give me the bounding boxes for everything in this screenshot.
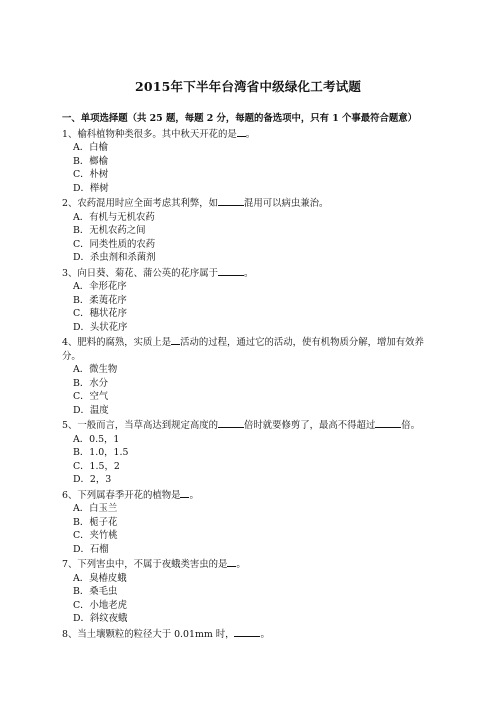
option-d: D．温度 [73, 404, 109, 416]
answer-blank [234, 626, 260, 637]
question-text: 3、向日葵、菊花、蒲公英的花序属于 [62, 267, 218, 279]
question-5 [62, 417, 434, 433]
option-a: A．0.5，1 [73, 433, 120, 445]
option-a: A．白榆 [73, 142, 108, 153]
question-text: 。 [189, 489, 199, 501]
option-d: D．榉树 [73, 182, 109, 194]
exam-content [62, 110, 434, 641]
question-text: 。 [260, 628, 270, 640]
option-b: B．1.0，1.5 [73, 447, 129, 458]
option-c: C．小地老虎 [73, 599, 128, 611]
option-c: C．空气 [73, 391, 109, 402]
option-b: B．栀子花 [73, 516, 118, 528]
option-c: C．穗状花序 [73, 308, 128, 319]
option-b: B．无机农药之间 [73, 225, 146, 236]
option-b: B．桑毛虫 [73, 586, 118, 597]
option-d: D．石榴 [73, 543, 109, 555]
answer-blank [237, 126, 246, 137]
question-text: 。 [243, 267, 254, 279]
option-a: A．伞形花序 [73, 281, 127, 292]
question-text: 6、下列属春季开花的植物是 [62, 489, 181, 501]
question-text: 1、榆科植物种类很多。其中秋天开花的是 [62, 128, 237, 140]
question-text: 混用可以病虫兼治。 [243, 198, 329, 209]
option-b: B．榔榆 [73, 155, 109, 167]
question-text: 。 [245, 128, 256, 140]
option-d: D．2，3 [73, 474, 112, 485]
answer-blank [218, 265, 244, 276]
option-a: A．臭椿皮蛾 [73, 572, 127, 584]
answer-blank [218, 195, 244, 206]
option-d: D．杀虫剂和杀菌剂 [73, 252, 156, 263]
section-heading: 一、单项选择题（共 25 题，每题 2 分，每题的备选项中，只有 1 个事最符合题意） [62, 113, 418, 124]
option-c: C．同类性质的农药 [73, 238, 156, 250]
answer-blank [171, 334, 180, 345]
question-3 [62, 265, 434, 281]
page-title: 2015年下半年台湾省中级绿化工考试题 [134, 79, 362, 94]
answer-blank [227, 556, 236, 567]
option-c: C．1.5，2 [73, 460, 120, 472]
option-c: C．夹竹桃 [73, 530, 118, 541]
option-a: A．微生物 [73, 364, 118, 375]
option-b: B．柔荑花序 [73, 294, 127, 306]
question-7 [62, 556, 434, 572]
question-2 [62, 195, 434, 211]
question-text: 8、当土壤颗粒的粒径大于 0.01mm 时， [62, 628, 235, 640]
option-c: C．朴树 [73, 169, 109, 180]
question-6 [62, 487, 434, 503]
option-a: A．有机与无机农药 [73, 211, 155, 223]
question-4 [62, 334, 434, 363]
question-text: 。 [236, 559, 246, 570]
question-text: 7、下列害虫中，不属于夜蛾类害虫的是 [62, 559, 228, 570]
answer-blank [375, 417, 401, 428]
question-text: 倍时就要修剪了，最高不得超过 [243, 420, 376, 431]
question-text: 4、肥料的腐熟，实质上是 [62, 337, 172, 348]
question-text: 活动的过程，通过它的活动，使有机物质分解，增加有效养分。 [62, 337, 424, 362]
question-text: 5、一般而言，当草高达到规定高度的 [62, 420, 218, 431]
question-1 [62, 126, 434, 142]
option-d: D．斜纹夜蛾 [73, 613, 128, 624]
question-text: 倍。 [401, 420, 420, 431]
answer-blank [218, 417, 244, 428]
question-8 [62, 626, 434, 642]
option-a: A．白玉兰 [73, 503, 118, 514]
question-text: 2、农药混用时应全面考虑其利弊，如 [62, 198, 218, 209]
option-d: D．头状花序 [73, 321, 128, 333]
option-b: B．水分 [73, 377, 109, 389]
